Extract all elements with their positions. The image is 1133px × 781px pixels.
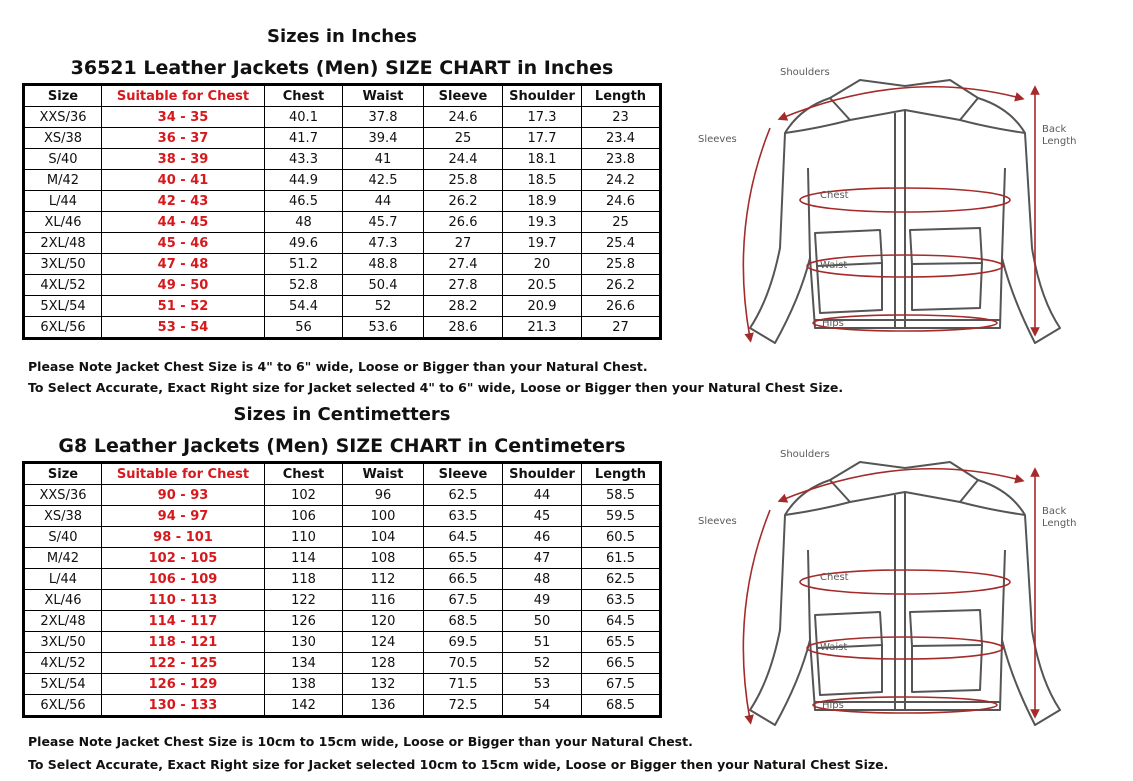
cell-shoulder: 45 bbox=[503, 506, 582, 527]
cell-shoulder: 18.1 bbox=[503, 149, 582, 170]
label-hips: Hips bbox=[822, 700, 844, 711]
measurement-lines bbox=[743, 469, 1035, 720]
cell-length: 24.6 bbox=[582, 191, 661, 212]
cell-shoulder: 52 bbox=[503, 653, 582, 674]
cell-shoulder: 44 bbox=[503, 485, 582, 506]
cell-sleeve: 69.5 bbox=[424, 632, 503, 653]
table-row bbox=[24, 569, 661, 590]
cell-chest: 44.9 bbox=[265, 170, 343, 191]
label-sleeves: Sleeves bbox=[698, 134, 737, 145]
cell-suitable-chest: 44 - 45 bbox=[102, 212, 265, 233]
cell-waist: 104 bbox=[343, 527, 424, 548]
cell-chest: 126 bbox=[265, 611, 343, 632]
label-back-length-2: Length bbox=[1042, 518, 1077, 529]
cell-length: 66.5 bbox=[582, 653, 661, 674]
table-row bbox=[24, 506, 661, 527]
cell-size: S/40 bbox=[24, 527, 102, 548]
cell-size: 3XL/50 bbox=[24, 254, 102, 275]
cell-sleeve: 25.8 bbox=[424, 170, 503, 191]
cell-sleeve: 28.2 bbox=[424, 296, 503, 317]
cell-sleeve: 25 bbox=[424, 128, 503, 149]
header-length: Length bbox=[582, 463, 661, 485]
cell-length: 58.5 bbox=[582, 485, 661, 506]
table-row bbox=[24, 107, 661, 128]
cell-chest: 114 bbox=[265, 548, 343, 569]
cell-waist: 128 bbox=[343, 653, 424, 674]
cell-suitable-chest: 126 - 129 bbox=[102, 674, 265, 695]
cell-shoulder: 54 bbox=[503, 695, 582, 717]
header-sleeve: Sleeve bbox=[424, 85, 503, 107]
cell-chest: 43.3 bbox=[265, 149, 343, 170]
label-sleeves: Sleeves bbox=[698, 516, 737, 527]
cell-sleeve: 26.2 bbox=[424, 191, 503, 212]
cell-size: 4XL/52 bbox=[24, 275, 102, 296]
label-back-length-1: Back bbox=[1042, 506, 1067, 517]
cell-waist: 41 bbox=[343, 149, 424, 170]
cell-shoulder: 18.5 bbox=[503, 170, 582, 191]
cell-size: 2XL/48 bbox=[24, 611, 102, 632]
cell-size: L/44 bbox=[24, 569, 102, 590]
table-row bbox=[24, 548, 661, 569]
cell-sleeve: 64.5 bbox=[424, 527, 503, 548]
cell-size: 4XL/52 bbox=[24, 653, 102, 674]
table-row bbox=[24, 254, 661, 275]
cell-length: 67.5 bbox=[582, 674, 661, 695]
label-back-length-1: Back bbox=[1042, 124, 1067, 135]
label-back-length-2: Length bbox=[1042, 136, 1077, 147]
cell-chest: 49.6 bbox=[265, 233, 343, 254]
measurement-lines bbox=[743, 87, 1035, 338]
cell-length: 26.2 bbox=[582, 275, 661, 296]
label-waist: Waist bbox=[820, 642, 848, 653]
cell-suitable-chest: 90 - 93 bbox=[102, 485, 265, 506]
jacket-illustration bbox=[690, 58, 1120, 358]
cell-suitable-chest: 94 - 97 bbox=[102, 506, 265, 527]
cell-waist: 48.8 bbox=[343, 254, 424, 275]
cell-shoulder: 53 bbox=[503, 674, 582, 695]
cell-waist: 50.4 bbox=[343, 275, 424, 296]
cell-sleeve: 68.5 bbox=[424, 611, 503, 632]
cell-shoulder: 20.9 bbox=[503, 296, 582, 317]
cell-length: 60.5 bbox=[582, 527, 661, 548]
cell-sleeve: 27.4 bbox=[424, 254, 503, 275]
cell-length: 27 bbox=[582, 317, 661, 339]
cell-length: 24.2 bbox=[582, 170, 661, 191]
cell-size: M/42 bbox=[24, 170, 102, 191]
header-chest: Chest bbox=[265, 85, 343, 107]
cell-length: 25 bbox=[582, 212, 661, 233]
label-shoulders: Shoulders bbox=[780, 449, 830, 460]
cm-note-1: Please Note Jacket Chest Size is 10cm to 15cm wide, Loose or Bigger than your Natural Chest. bbox=[28, 734, 693, 749]
table-row bbox=[24, 170, 661, 191]
cell-suitable-chest: 102 - 105 bbox=[102, 548, 265, 569]
cell-sleeve: 66.5 bbox=[424, 569, 503, 590]
table-row bbox=[24, 296, 661, 317]
cell-waist: 39.4 bbox=[343, 128, 424, 149]
cell-chest: 110 bbox=[265, 527, 343, 548]
cell-waist: 124 bbox=[343, 632, 424, 653]
cell-waist: 116 bbox=[343, 590, 424, 611]
cell-chest: 134 bbox=[265, 653, 343, 674]
table-row bbox=[24, 485, 661, 506]
table-row bbox=[24, 191, 661, 212]
cell-size: L/44 bbox=[24, 191, 102, 212]
cell-shoulder: 49 bbox=[503, 590, 582, 611]
inches-note-1: Please Note Jacket Chest Size is 4" to 6" wide, Loose or Bigger than your Natural Chest. bbox=[28, 359, 648, 374]
cell-sleeve: 24.4 bbox=[424, 149, 503, 170]
cell-suitable-chest: 40 - 41 bbox=[102, 170, 265, 191]
cell-chest: 52.8 bbox=[265, 275, 343, 296]
cell-length: 23.4 bbox=[582, 128, 661, 149]
header-size: Size bbox=[24, 85, 102, 107]
cell-size: XL/46 bbox=[24, 212, 102, 233]
cell-waist: 132 bbox=[343, 674, 424, 695]
cell-waist: 52 bbox=[343, 296, 424, 317]
cell-length: 62.5 bbox=[582, 569, 661, 590]
label-hips: Hips bbox=[822, 318, 844, 329]
cell-waist: 120 bbox=[343, 611, 424, 632]
cell-chest: 122 bbox=[265, 590, 343, 611]
table-row bbox=[24, 149, 661, 170]
cell-suitable-chest: 53 - 54 bbox=[102, 317, 265, 339]
cell-chest: 48 bbox=[265, 212, 343, 233]
cell-suitable-chest: 110 - 113 bbox=[102, 590, 265, 611]
cell-sleeve: 63.5 bbox=[424, 506, 503, 527]
label-chest: Chest bbox=[820, 572, 849, 583]
cell-size: XXS/36 bbox=[24, 485, 102, 506]
cell-length: 65.5 bbox=[582, 632, 661, 653]
cell-size: 3XL/50 bbox=[24, 632, 102, 653]
cell-waist: 53.6 bbox=[343, 317, 424, 339]
cell-suitable-chest: 49 - 50 bbox=[102, 275, 265, 296]
cell-chest: 56 bbox=[265, 317, 343, 339]
cell-shoulder: 47 bbox=[503, 548, 582, 569]
cell-suitable-chest: 42 - 43 bbox=[102, 191, 265, 212]
cell-chest: 118 bbox=[265, 569, 343, 590]
cell-sleeve: 24.6 bbox=[424, 107, 503, 128]
cell-waist: 47.3 bbox=[343, 233, 424, 254]
header-size: Size bbox=[24, 463, 102, 485]
cell-shoulder: 19.7 bbox=[503, 233, 582, 254]
cell-length: 25.4 bbox=[582, 233, 661, 254]
cell-length: 63.5 bbox=[582, 590, 661, 611]
cell-suitable-chest: 106 - 109 bbox=[102, 569, 265, 590]
cell-size: 2XL/48 bbox=[24, 233, 102, 254]
cell-waist: 108 bbox=[343, 548, 424, 569]
jacket-diagram-inches bbox=[690, 58, 1120, 358]
table-row bbox=[24, 128, 661, 149]
cell-suitable-chest: 34 - 35 bbox=[102, 107, 265, 128]
cell-suitable-chest: 130 - 133 bbox=[102, 695, 265, 717]
cell-shoulder: 48 bbox=[503, 569, 582, 590]
cell-size: XS/38 bbox=[24, 128, 102, 149]
cell-length: 23 bbox=[582, 107, 661, 128]
cell-sleeve: 28.6 bbox=[424, 317, 503, 339]
cell-chest: 41.7 bbox=[265, 128, 343, 149]
cell-length: 64.5 bbox=[582, 611, 661, 632]
cell-chest: 138 bbox=[265, 674, 343, 695]
header-sleeve: Sleeve bbox=[424, 463, 503, 485]
cell-sleeve: 71.5 bbox=[424, 674, 503, 695]
cell-shoulder: 17.3 bbox=[503, 107, 582, 128]
cell-shoulder: 20 bbox=[503, 254, 582, 275]
header-shoulder: Shoulder bbox=[503, 85, 582, 107]
table-row bbox=[24, 233, 661, 254]
label-shoulders: Shoulders bbox=[780, 67, 830, 78]
cell-shoulder: 46 bbox=[503, 527, 582, 548]
cell-shoulder: 50 bbox=[503, 611, 582, 632]
jacket-illustration bbox=[690, 440, 1120, 740]
table-row bbox=[24, 212, 661, 233]
cell-size: XL/46 bbox=[24, 590, 102, 611]
cell-waist: 44 bbox=[343, 191, 424, 212]
cell-length: 23.8 bbox=[582, 149, 661, 170]
cell-shoulder: 20.5 bbox=[503, 275, 582, 296]
cell-chest: 46.5 bbox=[265, 191, 343, 212]
cell-chest: 106 bbox=[265, 506, 343, 527]
cell-size: M/42 bbox=[24, 548, 102, 569]
cell-waist: 112 bbox=[343, 569, 424, 590]
table-row bbox=[24, 695, 661, 717]
table-row bbox=[24, 527, 661, 548]
cell-waist: 45.7 bbox=[343, 212, 424, 233]
cell-sleeve: 27.8 bbox=[424, 275, 503, 296]
cell-sleeve: 65.5 bbox=[424, 548, 503, 569]
cell-suitable-chest: 118 - 121 bbox=[102, 632, 265, 653]
cell-sleeve: 70.5 bbox=[424, 653, 503, 674]
inches-section-title: Sizes in Inches bbox=[267, 26, 417, 47]
header-waist: Waist bbox=[343, 85, 424, 107]
cell-waist: 42.5 bbox=[343, 170, 424, 191]
cm-note-2: To Select Accurate, Exact Right size for Jacket selected 10cm to 15cm wide, Loose or Bigger then your Natural Chest Size. bbox=[28, 757, 889, 772]
table-row bbox=[24, 590, 661, 611]
table-row bbox=[24, 317, 661, 339]
cm-chart-title: G8 Leather Jackets (Men) SIZE CHART in Centimeters bbox=[58, 435, 626, 457]
cell-size: 6XL/56 bbox=[24, 695, 102, 717]
cell-sleeve: 67.5 bbox=[424, 590, 503, 611]
header-length: Length bbox=[582, 85, 661, 107]
cell-suitable-chest: 98 - 101 bbox=[102, 527, 265, 548]
header-chest: Chest bbox=[265, 463, 343, 485]
label-chest: Chest bbox=[820, 190, 849, 201]
cell-shoulder: 17.7 bbox=[503, 128, 582, 149]
cell-chest: 54.4 bbox=[265, 296, 343, 317]
header-waist: Waist bbox=[343, 463, 424, 485]
cell-shoulder: 21.3 bbox=[503, 317, 582, 339]
table-row bbox=[24, 632, 661, 653]
inches-note-2: To Select Accurate, Exact Right size for Jacket selected 4" to 6" wide, Loose or Bigger then your Natural Chest Size. bbox=[28, 380, 844, 395]
cell-size: S/40 bbox=[24, 149, 102, 170]
cell-waist: 96 bbox=[343, 485, 424, 506]
cell-sleeve: 26.6 bbox=[424, 212, 503, 233]
cell-chest: 130 bbox=[265, 632, 343, 653]
cell-size: XXS/36 bbox=[24, 107, 102, 128]
table-row bbox=[24, 674, 661, 695]
table-row bbox=[24, 653, 661, 674]
cell-waist: 100 bbox=[343, 506, 424, 527]
header-shoulder: Shoulder bbox=[503, 463, 582, 485]
cell-chest: 142 bbox=[265, 695, 343, 717]
table-row bbox=[24, 275, 661, 296]
cell-chest: 40.1 bbox=[265, 107, 343, 128]
cell-suitable-chest: 51 - 52 bbox=[102, 296, 265, 317]
cell-shoulder: 51 bbox=[503, 632, 582, 653]
inches-chart-title: 36521 Leather Jackets (Men) SIZE CHART in Inches bbox=[70, 57, 614, 79]
cell-size: 5XL/54 bbox=[24, 674, 102, 695]
cell-shoulder: 18.9 bbox=[503, 191, 582, 212]
cell-sleeve: 62.5 bbox=[424, 485, 503, 506]
jacket-diagram-cm bbox=[690, 440, 1120, 740]
cell-length: 26.6 bbox=[582, 296, 661, 317]
cell-length: 68.5 bbox=[582, 695, 661, 717]
cell-size: 5XL/54 bbox=[24, 296, 102, 317]
cell-chest: 51.2 bbox=[265, 254, 343, 275]
header-suitable-chest: Suitable for Chest bbox=[102, 463, 265, 485]
cell-size: XS/38 bbox=[24, 506, 102, 527]
cell-chest: 102 bbox=[265, 485, 343, 506]
cell-shoulder: 19.3 bbox=[503, 212, 582, 233]
cell-waist: 136 bbox=[343, 695, 424, 717]
cm-size-table bbox=[22, 461, 662, 718]
cell-length: 59.5 bbox=[582, 506, 661, 527]
table-header-row bbox=[24, 85, 661, 107]
cell-length: 25.8 bbox=[582, 254, 661, 275]
cell-suitable-chest: 45 - 46 bbox=[102, 233, 265, 254]
cell-suitable-chest: 36 - 37 bbox=[102, 128, 265, 149]
cell-suitable-chest: 38 - 39 bbox=[102, 149, 265, 170]
cell-suitable-chest: 47 - 48 bbox=[102, 254, 265, 275]
table-header-row bbox=[24, 463, 661, 485]
cell-sleeve: 27 bbox=[424, 233, 503, 254]
header-suitable-chest: Suitable for Chest bbox=[102, 85, 265, 107]
cell-size: 6XL/56 bbox=[24, 317, 102, 339]
cm-section-title: Sizes in Centimetters bbox=[233, 404, 451, 425]
cell-waist: 37.8 bbox=[343, 107, 424, 128]
inches-size-table bbox=[22, 83, 662, 340]
cell-suitable-chest: 114 - 117 bbox=[102, 611, 265, 632]
label-waist: Waist bbox=[820, 260, 848, 271]
cell-suitable-chest: 122 - 125 bbox=[102, 653, 265, 674]
cell-length: 61.5 bbox=[582, 548, 661, 569]
table-row bbox=[24, 611, 661, 632]
cell-sleeve: 72.5 bbox=[424, 695, 503, 717]
